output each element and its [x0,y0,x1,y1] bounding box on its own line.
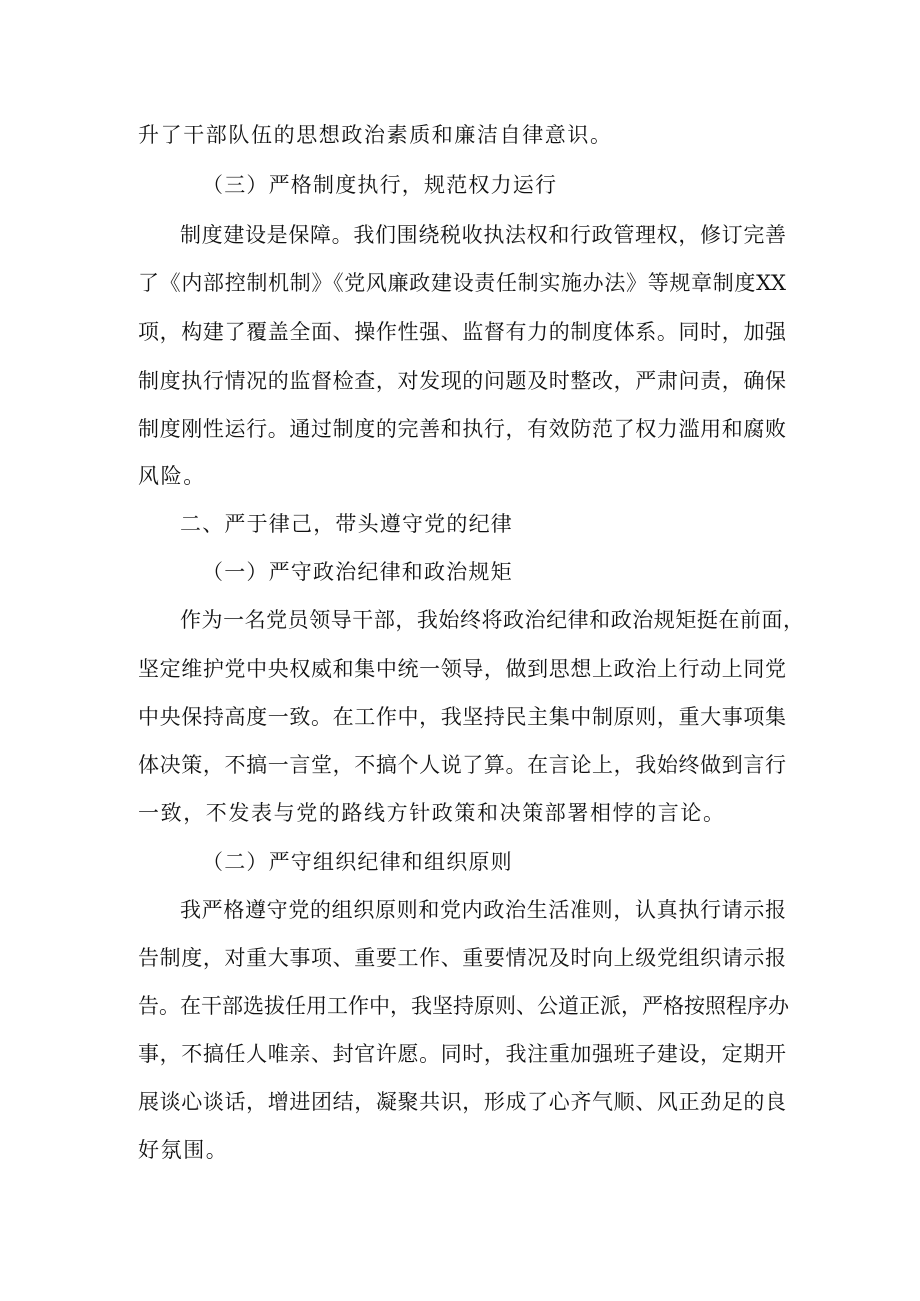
paragraph-line: 告。在干部选拔任用工作中，我坚持原则、公道正派，严格按照程序办 [138,994,789,1018]
subsection-heading: （一）严守政治纪律和政治规矩 [202,560,513,584]
paragraph-line: 作为一名党员领导干部，我始终将政治纪律和政治规矩挺在前面， [180,608,804,632]
paragraph-line: 我严格遵守党的组织原则和党内政治生活准则，认真执行请示报 [180,898,786,922]
paragraph-line: 中央保持高度一致。在工作中，我坚持民主集中制原则，重大事项集 [138,705,786,729]
paragraph-line: 展谈心谈话，增进团结，凝聚共识，形成了心齐气顺、风正劲足的良 [138,1090,786,1114]
paragraph-line: 告制度，对重大事项、重要工作、重要情况及时向上级党组织请示报 [138,946,786,970]
paragraph-line: 坚定维护党中央权威和集中统一领导，做到思想上政治上行动上同党 [138,657,786,681]
section-heading: （三）严格制度执行，规范权力运行 [202,173,558,197]
paragraph-line: 好氛围。 [138,1138,229,1162]
paragraph-line: 项，构建了覆盖全面、操作性强、监督有力的制度体系。同时，加强 [138,320,786,344]
paragraph-line: 升了干部队伍的思想政治素质和廉洁自律意识。 [138,123,613,147]
section-heading: 二、严于律己，带头遵守党的纪律 [180,512,513,536]
subsection-heading: （二）严守组织纪律和组织原则 [202,850,513,874]
paragraph-line: 事，不搞任人唯亲、封官许愿。同时，我注重加强班子建设，定期开 [138,1042,786,1066]
paragraph-line: 一致，不发表与党的路线方针政策和决策部署相悖的言论。 [138,801,726,825]
paragraph-line: 制度刚性运行。通过制度的完善和执行，有效防范了权力滥用和腐败 [138,417,786,441]
paragraph-line: 风险。 [138,464,206,488]
paragraph-line: 了《内部控制机制》《党风廉政建设责任制实施办法》等规章制度XX [138,271,786,295]
paragraph-line: 制度建设是保障。我们围绕税收执法权和行政管理权，修订完善 [180,223,786,247]
paragraph-line: 制度执行情况的监督检查，对发现的问题及时整改，严肃问责，确保 [138,369,786,393]
paragraph-line: 体决策，不搞一言堂，不搞个人说了算。在言论上，我始终做到言行 [138,753,786,777]
